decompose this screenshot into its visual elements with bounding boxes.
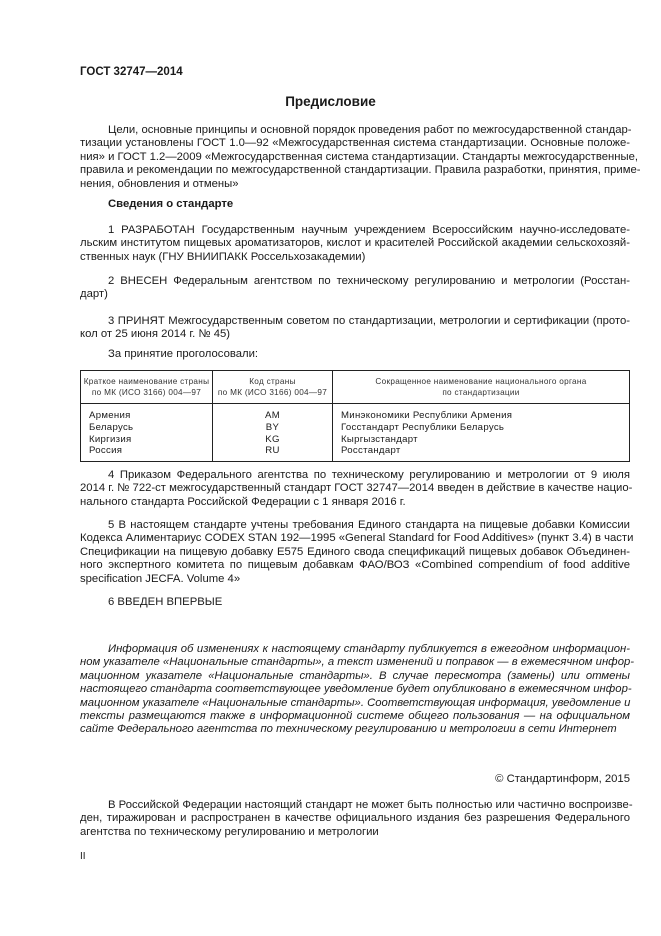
- header-line: по МК (ИСО 3166) 004—97: [217, 388, 328, 397]
- header-line: по МК (ИСО 3166) 004—97: [91, 388, 202, 397]
- text-line: правила и рекомендации по межгосударственной стандартизации. Правила разработки, принятия, приме-: [80, 164, 641, 177]
- code-cell: RU: [213, 445, 333, 461]
- header-line: Сокращенное наименование национального органа: [375, 377, 587, 386]
- item-1-paragraph: [80, 224, 630, 264]
- item-3-paragraph: [80, 315, 630, 342]
- reproduction-notice: [80, 799, 633, 839]
- page-title: Предисловие: [285, 94, 376, 109]
- table-row: [81, 404, 630, 422]
- item-5-paragraph: [80, 519, 634, 586]
- column-header-body: [333, 371, 630, 404]
- text-line: тизации установлены ГОСТ 1.0—92 «Межгосударственная система стандартизации. Основные положе-: [80, 137, 630, 150]
- body-cell: Минэкономики Республики Армения: [333, 404, 630, 422]
- intro-paragraph: [80, 124, 641, 191]
- code-cell: KG: [213, 434, 333, 446]
- item-4-paragraph: [80, 469, 633, 509]
- text-line: 4 Приказом Федерального агентства по техническому регулированию и метрологии от 9 июля: [108, 469, 630, 481]
- text-line: тексты размещаются также в информационной системе общего пользования — на официальном: [80, 710, 630, 723]
- text-line: Цели, основные принципы и основной порядок проведения работ по межгосударственной стандар-: [108, 124, 632, 136]
- body-cell: Кыргызстандарт: [333, 434, 630, 446]
- text-line: 6 ВВЕДЕН ВПЕРВЫЕ: [108, 596, 223, 608]
- text-line: мационном указателе «Национальные стандарты». В случае пересмотра (замены) или отмены: [80, 669, 630, 682]
- text-line: кол от 25 июня 2014 г. № 45): [80, 328, 231, 341]
- body-cell: Госстандарт Республики Беларусь: [333, 422, 630, 434]
- text-line: 1 РАЗРАБОТАН Государственным научным учреждением Всероссийским научно-исследовате-: [108, 224, 630, 236]
- body-cell: Росстандарт: [333, 445, 630, 461]
- item-6-paragraph: [80, 596, 630, 609]
- text-line: ственных наук (ГНУ ВНИИПАКК Россельхозакадемии): [80, 250, 366, 263]
- text-line: льским институтом пищевых ароматизаторов, кислот и красителей Российской академии сельскохозяй-: [80, 237, 630, 250]
- column-header-code: [213, 371, 333, 404]
- text-line: Информация об изменениях к настоящему стандарту публикуется в ежегодном информацион-: [108, 643, 630, 655]
- code-cell: AM: [213, 404, 333, 422]
- text-line: ден, тиражирован и распространен в качестве официального издания без разрешения Федерального: [80, 812, 630, 825]
- text-line: настоящего стандарта соответствующее уведомление будет опубликовано в ежемесячном инфор-: [80, 683, 632, 696]
- copyright: © Стандартинформ, 2015: [495, 773, 630, 785]
- text-line: 2014 г. № 722-ст межгосударственный стандарт ГОСТ 32747—2014 введен в действие в качестве нацио-: [80, 482, 633, 495]
- header-line: Код страны: [249, 377, 296, 386]
- text-line: нального стандарта Российской Федерации с 1 января 2016 г.: [80, 495, 406, 508]
- text-line: ном указателе «Национальные стандарты», а текст изменений и поправок — в ежемесячном инфор-: [80, 656, 635, 669]
- table-row: [81, 422, 630, 434]
- text-line: 2 ВНЕСЕН Федеральным агентством по техническому регулированию и метрологии (Росстан-: [108, 275, 630, 287]
- table-header-row: [81, 371, 630, 404]
- item-2-paragraph: [80, 275, 630, 302]
- country-cell: Беларусь: [81, 422, 213, 434]
- text-line: За принятие проголосовали:: [108, 348, 259, 360]
- text-line: агентства по техническому регулированию и метрологии: [80, 825, 379, 838]
- header-line: Краткое наименование страны: [83, 377, 210, 386]
- text-line: specification JECFA. Volume 4»: [80, 572, 241, 585]
- text-line: мационном указателе «Национальные стандарты». Соответствующая информация, уведомление и: [80, 696, 631, 709]
- country-cell: Киргизия: [81, 434, 213, 446]
- amendments-info-paragraph: [80, 643, 635, 737]
- table-row: [81, 434, 630, 446]
- country-cell: Россия: [81, 445, 213, 461]
- text-line: ния» и ГОСТ 1.2—2009 «Межгосударственная система стандартизации. Стандарты межгосударственные,: [80, 150, 639, 163]
- document-header: ГОСТ 32747—2014: [80, 66, 183, 78]
- voting-table: [80, 370, 630, 462]
- text-line: дарт): [80, 288, 108, 301]
- text-line: 3 ПРИНЯТ Межгосударственным советом по стандартизации, метрологии и сертификации (прото-: [108, 315, 630, 327]
- text-line: нения, обновления и отмены»: [80, 177, 239, 190]
- table-row: [81, 445, 630, 461]
- voted-label: [80, 348, 630, 361]
- text-line: В Российской Федерации настоящий стандарт не может быть полностью или частично воспроизве-: [108, 799, 633, 811]
- text-line: Кодекса Алиментариус CODEX STAN 192—1995 «General Standard for Food Additives» (пункт 3.4) в части: [80, 532, 634, 545]
- country-cell: Армения: [81, 404, 213, 422]
- text-line: ного экспертного комитета по пищевым добавкам ФАО/ВОЗ «Combined compendium of food additive: [80, 559, 630, 572]
- text-line: сайте Федерального агентства по техническому регулированию и метрологии в сети Интернет: [80, 723, 617, 736]
- column-header-country: [81, 371, 213, 404]
- header-line: по стандартизации: [442, 388, 520, 397]
- page-number: II: [80, 851, 86, 862]
- text-line: 5 В настоящем стандарте учтены требования Единого стандарта на пищевые добавки Комиссии: [108, 519, 630, 531]
- text-line: Спецификации на пищевую добавку Е575 Единого свода спецификаций пищевых добавок Объединен-: [80, 545, 630, 558]
- code-cell: BY: [213, 422, 333, 434]
- section-heading: Сведения о стандарте: [108, 198, 234, 210]
